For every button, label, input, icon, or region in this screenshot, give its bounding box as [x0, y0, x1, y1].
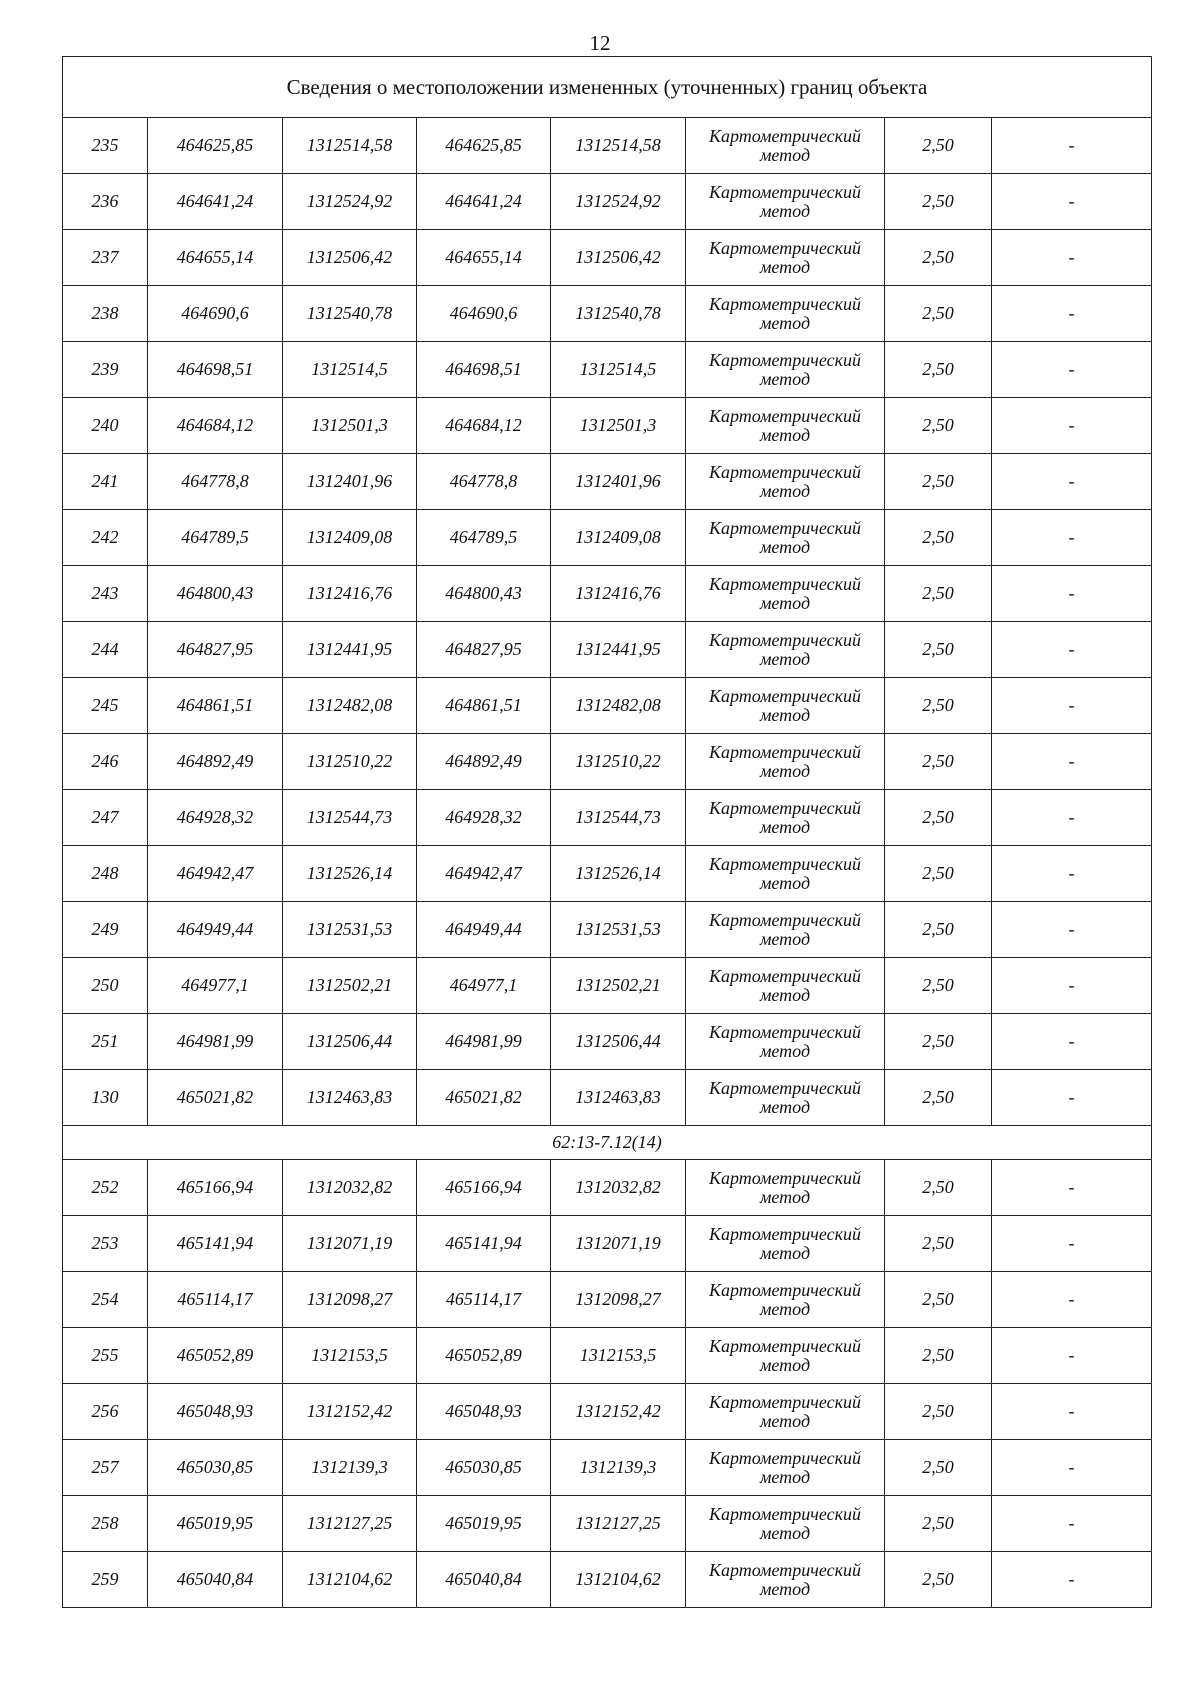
accuracy-cell: 2,50 [885, 1216, 992, 1272]
method-line-1: Картометрический [708, 573, 861, 594]
table-row [63, 174, 1152, 230]
method-line-1: Картометрический [708, 125, 861, 146]
method-cell [686, 566, 885, 622]
accuracy-cell: 2,50 [885, 678, 992, 734]
point-number-cell: 251 [63, 1014, 148, 1070]
x-refined-cell: 464942,47 [417, 846, 551, 902]
table-row [63, 790, 1152, 846]
x-refined-cell: 465141,94 [417, 1216, 551, 1272]
table-row [63, 566, 1152, 622]
x-refined-cell: 464827,95 [417, 622, 551, 678]
description-cell: - [992, 1070, 1152, 1126]
x-existing-cell: 464641,24 [148, 174, 283, 230]
method-line-1: Картометрический [708, 741, 861, 762]
description-cell: - [992, 1552, 1152, 1608]
x-refined-cell: 464690,6 [417, 286, 551, 342]
description-cell: - [992, 678, 1152, 734]
accuracy-cell: 2,50 [885, 958, 992, 1014]
description-cell: - [992, 342, 1152, 398]
y-refined-cell: 1312501,3 [551, 398, 686, 454]
method-line-2: метод [759, 1410, 811, 1431]
page-number: 12 [589, 31, 611, 55]
accuracy-cell: 2,50 [885, 1440, 992, 1496]
point-number-cell: 130 [63, 1070, 148, 1126]
table-row [63, 678, 1152, 734]
x-existing-cell: 464977,1 [148, 958, 283, 1014]
y-refined-cell: 1312071,19 [551, 1216, 686, 1272]
accuracy-cell: 2,50 [885, 902, 992, 958]
description-cell: - [992, 1384, 1152, 1440]
method-cell [686, 1328, 885, 1384]
method-line-1: Картометрический [708, 629, 861, 650]
x-existing-cell: 465030,85 [148, 1440, 283, 1496]
method-line-1: Картометрический [708, 1077, 861, 1098]
x-refined-cell: 464655,14 [417, 230, 551, 286]
table-row [63, 1160, 1152, 1216]
point-number-cell: 247 [63, 790, 148, 846]
description-cell: - [992, 1160, 1152, 1216]
method-line-2: метод [759, 424, 811, 445]
method-line-2: метод [759, 760, 811, 781]
point-number-cell: 246 [63, 734, 148, 790]
point-number-cell: 254 [63, 1272, 148, 1328]
method-cell [686, 342, 885, 398]
x-refined-cell: 465021,82 [417, 1070, 551, 1126]
accuracy-cell: 2,50 [885, 566, 992, 622]
x-refined-cell: 464641,24 [417, 174, 551, 230]
y-existing-cell: 1312104,62 [283, 1552, 417, 1608]
method-line-2: метод [759, 648, 811, 669]
point-number-cell: 236 [63, 174, 148, 230]
y-refined-cell: 1312441,95 [551, 622, 686, 678]
method-line-1: Картометрический [708, 1391, 861, 1412]
method-line-2: метод [759, 1186, 811, 1207]
accuracy-cell: 2,50 [885, 1272, 992, 1328]
y-existing-cell: 1312506,44 [283, 1014, 417, 1070]
method-cell [686, 902, 885, 958]
method-line-1: Картометрический [708, 1447, 861, 1468]
y-refined-cell: 1312510,22 [551, 734, 686, 790]
table-header-row [63, 57, 1152, 118]
y-existing-cell: 1312501,3 [283, 398, 417, 454]
method-line-1: Картометрический [708, 1279, 861, 1300]
method-line-2: метод [759, 312, 811, 333]
x-existing-cell: 465048,93 [148, 1384, 283, 1440]
method-line-2: метод [759, 144, 811, 165]
y-refined-cell: 1312409,08 [551, 510, 686, 566]
y-existing-cell: 1312152,42 [283, 1384, 417, 1440]
x-refined-cell: 465052,89 [417, 1328, 551, 1384]
x-refined-cell: 464949,44 [417, 902, 551, 958]
method-line-1: Картометрический [708, 1503, 861, 1524]
y-refined-cell: 1312531,53 [551, 902, 686, 958]
y-existing-cell: 1312524,92 [283, 174, 417, 230]
table-row [63, 958, 1152, 1014]
accuracy-cell: 2,50 [885, 342, 992, 398]
method-line-1: Картометрический [708, 797, 861, 818]
description-cell: - [992, 1328, 1152, 1384]
accuracy-cell: 2,50 [885, 398, 992, 454]
section-header-row [63, 1126, 1152, 1160]
y-existing-cell: 1312514,58 [283, 118, 417, 174]
x-refined-cell: 464928,32 [417, 790, 551, 846]
method-line-2: метод [759, 256, 811, 277]
method-line-1: Картометрический [708, 461, 861, 482]
y-refined-cell: 1312416,76 [551, 566, 686, 622]
y-existing-cell: 1312506,42 [283, 230, 417, 286]
y-refined-cell: 1312514,58 [551, 118, 686, 174]
x-existing-cell: 465040,84 [148, 1552, 283, 1608]
table-row [63, 230, 1152, 286]
x-existing-cell: 464949,44 [148, 902, 283, 958]
method-cell [686, 734, 885, 790]
accuracy-cell: 2,50 [885, 734, 992, 790]
method-line-2: метод [759, 592, 811, 613]
method-cell [686, 1440, 885, 1496]
x-refined-cell: 464800,43 [417, 566, 551, 622]
point-number-cell: 257 [63, 1440, 148, 1496]
x-existing-cell: 464698,51 [148, 342, 283, 398]
point-number-cell: 235 [63, 118, 148, 174]
table-row [63, 1272, 1152, 1328]
y-existing-cell: 1312544,73 [283, 790, 417, 846]
point-number-cell: 248 [63, 846, 148, 902]
y-existing-cell: 1312502,21 [283, 958, 417, 1014]
y-refined-cell: 1312104,62 [551, 1552, 686, 1608]
x-existing-cell: 464778,8 [148, 454, 283, 510]
description-cell: - [992, 1216, 1152, 1272]
x-existing-cell: 464655,14 [148, 230, 283, 286]
x-refined-cell: 464625,85 [417, 118, 551, 174]
point-number-cell: 259 [63, 1552, 148, 1608]
x-refined-cell: 465114,17 [417, 1272, 551, 1328]
y-existing-cell: 1312514,5 [283, 342, 417, 398]
coordinates-table [62, 56, 1152, 1608]
table-row [63, 1440, 1152, 1496]
method-cell [686, 1070, 885, 1126]
table-row [63, 1384, 1152, 1440]
point-number-cell: 241 [63, 454, 148, 510]
y-existing-cell: 1312441,95 [283, 622, 417, 678]
method-cell [686, 1160, 885, 1216]
y-existing-cell: 1312531,53 [283, 902, 417, 958]
method-line-1: Картометрический [708, 909, 861, 930]
method-cell [686, 1552, 885, 1608]
x-refined-cell: 465048,93 [417, 1384, 551, 1440]
y-existing-cell: 1312510,22 [283, 734, 417, 790]
x-refined-cell: 464789,5 [417, 510, 551, 566]
table-row [63, 1216, 1152, 1272]
method-cell [686, 790, 885, 846]
y-refined-cell: 1312544,73 [551, 790, 686, 846]
accuracy-cell: 2,50 [885, 1496, 992, 1552]
accuracy-cell: 2,50 [885, 230, 992, 286]
y-existing-cell: 1312526,14 [283, 846, 417, 902]
description-cell: - [992, 510, 1152, 566]
table-row [63, 734, 1152, 790]
method-cell [686, 1272, 885, 1328]
y-existing-cell: 1312071,19 [283, 1216, 417, 1272]
point-number-cell: 253 [63, 1216, 148, 1272]
method-line-2: метод [759, 928, 811, 949]
x-existing-cell: 464892,49 [148, 734, 283, 790]
point-number-cell: 238 [63, 286, 148, 342]
point-number-cell: 256 [63, 1384, 148, 1440]
table-row [63, 510, 1152, 566]
method-line-2: метод [759, 1298, 811, 1319]
table-row [63, 1070, 1152, 1126]
description-cell: - [992, 286, 1152, 342]
x-existing-cell: 464800,43 [148, 566, 283, 622]
x-existing-cell: 465141,94 [148, 1216, 283, 1272]
y-refined-cell: 1312098,27 [551, 1272, 686, 1328]
method-line-2: метод [759, 1578, 811, 1599]
table-row [63, 342, 1152, 398]
table-row [63, 1496, 1152, 1552]
y-refined-cell: 1312524,92 [551, 174, 686, 230]
x-existing-cell: 464942,47 [148, 846, 283, 902]
accuracy-cell: 2,50 [885, 622, 992, 678]
table-row [63, 902, 1152, 958]
y-existing-cell: 1312409,08 [283, 510, 417, 566]
method-line-2: метод [759, 368, 811, 389]
table-row [63, 398, 1152, 454]
description-cell: - [992, 118, 1152, 174]
x-existing-cell: 465166,94 [148, 1160, 283, 1216]
description-cell: - [992, 566, 1152, 622]
y-refined-cell: 1312032,82 [551, 1160, 686, 1216]
x-refined-cell: 464981,99 [417, 1014, 551, 1070]
method-cell [686, 1216, 885, 1272]
method-cell [686, 510, 885, 566]
method-line-2: метод [759, 1522, 811, 1543]
y-existing-cell: 1312463,83 [283, 1070, 417, 1126]
description-cell: - [992, 230, 1152, 286]
y-refined-cell: 1312506,42 [551, 230, 686, 286]
y-refined-cell: 1312127,25 [551, 1496, 686, 1552]
x-existing-cell: 464625,85 [148, 118, 283, 174]
y-existing-cell: 1312153,5 [283, 1328, 417, 1384]
x-existing-cell: 465019,95 [148, 1496, 283, 1552]
method-cell [686, 286, 885, 342]
x-refined-cell: 464698,51 [417, 342, 551, 398]
method-line-1: Картометрический [708, 685, 861, 706]
method-line-2: метод [759, 984, 811, 1005]
description-cell: - [992, 902, 1152, 958]
accuracy-cell: 2,50 [885, 1070, 992, 1126]
method-line-1: Картометрический [708, 1559, 861, 1580]
table-row [63, 454, 1152, 510]
x-refined-cell: 464861,51 [417, 678, 551, 734]
method-line-1: Картометрический [708, 237, 861, 258]
method-line-1: Картометрический [708, 1223, 861, 1244]
method-line-2: метод [759, 816, 811, 837]
y-refined-cell: 1312463,83 [551, 1070, 686, 1126]
table-row [63, 1014, 1152, 1070]
point-number-cell: 252 [63, 1160, 148, 1216]
method-line-1: Картометрический [708, 517, 861, 538]
method-cell [686, 398, 885, 454]
description-cell: - [992, 734, 1152, 790]
point-number-cell: 245 [63, 678, 148, 734]
description-cell: - [992, 958, 1152, 1014]
x-existing-cell: 465021,82 [148, 1070, 283, 1126]
point-number-cell: 242 [63, 510, 148, 566]
method-line-2: метод [759, 1466, 811, 1487]
y-refined-cell: 1312514,5 [551, 342, 686, 398]
point-number-cell: 244 [63, 622, 148, 678]
x-refined-cell: 465166,94 [417, 1160, 551, 1216]
method-line-1: Картометрический [708, 293, 861, 314]
description-cell: - [992, 454, 1152, 510]
accuracy-cell: 2,50 [885, 1328, 992, 1384]
description-cell: - [992, 1272, 1152, 1328]
x-refined-cell: 465040,84 [417, 1552, 551, 1608]
accuracy-cell: 2,50 [885, 286, 992, 342]
table-row [63, 846, 1152, 902]
x-refined-cell: 464892,49 [417, 734, 551, 790]
accuracy-cell: 2,50 [885, 1014, 992, 1070]
y-existing-cell: 1312401,96 [283, 454, 417, 510]
accuracy-cell: 2,50 [885, 510, 992, 566]
x-existing-cell: 464928,32 [148, 790, 283, 846]
point-number-cell: 243 [63, 566, 148, 622]
method-line-1: Картометрический [708, 1167, 861, 1188]
y-existing-cell: 1312540,78 [283, 286, 417, 342]
x-refined-cell: 465030,85 [417, 1440, 551, 1496]
point-number-cell: 239 [63, 342, 148, 398]
method-line-1: Картометрический [708, 965, 861, 986]
table-row [63, 1328, 1152, 1384]
method-cell [686, 454, 885, 510]
accuracy-cell: 2,50 [885, 118, 992, 174]
accuracy-cell: 2,50 [885, 790, 992, 846]
x-existing-cell: 464684,12 [148, 398, 283, 454]
method-line-2: метод [759, 536, 811, 557]
point-number-cell: 237 [63, 230, 148, 286]
table-row [63, 118, 1152, 174]
point-number-cell: 250 [63, 958, 148, 1014]
point-number-cell: 255 [63, 1328, 148, 1384]
method-line-1: Картометрический [708, 181, 861, 202]
x-existing-cell: 464789,5 [148, 510, 283, 566]
y-existing-cell: 1312139,3 [283, 1440, 417, 1496]
table-row [63, 286, 1152, 342]
y-refined-cell: 1312401,96 [551, 454, 686, 510]
method-line-2: метод [759, 1040, 811, 1061]
method-cell [686, 846, 885, 902]
x-existing-cell: 464861,51 [148, 678, 283, 734]
table-row [63, 622, 1152, 678]
method-cell [686, 622, 885, 678]
description-cell: - [992, 790, 1152, 846]
description-cell: - [992, 846, 1152, 902]
accuracy-cell: 2,50 [885, 1552, 992, 1608]
y-existing-cell: 1312032,82 [283, 1160, 417, 1216]
method-cell [686, 958, 885, 1014]
y-refined-cell: 1312502,21 [551, 958, 686, 1014]
accuracy-cell: 2,50 [885, 454, 992, 510]
x-existing-cell: 465052,89 [148, 1328, 283, 1384]
method-line-1: Картометрический [708, 853, 861, 874]
method-line-2: метод [759, 200, 811, 221]
description-cell: - [992, 174, 1152, 230]
x-refined-cell: 464977,1 [417, 958, 551, 1014]
accuracy-cell: 2,50 [885, 1384, 992, 1440]
method-cell [686, 1384, 885, 1440]
accuracy-cell: 2,50 [885, 174, 992, 230]
y-refined-cell: 1312153,5 [551, 1328, 686, 1384]
x-refined-cell: 464684,12 [417, 398, 551, 454]
x-refined-cell: 464778,8 [417, 454, 551, 510]
method-line-2: метод [759, 480, 811, 501]
method-line-2: метод [759, 1096, 811, 1117]
method-cell [686, 1496, 885, 1552]
y-refined-cell: 1312482,08 [551, 678, 686, 734]
y-existing-cell: 1312098,27 [283, 1272, 417, 1328]
method-line-1: Картометрический [708, 349, 861, 370]
method-cell [686, 118, 885, 174]
y-refined-cell: 1312540,78 [551, 286, 686, 342]
point-number-cell: 240 [63, 398, 148, 454]
table-header: Сведения о местоположении измененных (уточненных) границ объекта [63, 57, 1152, 118]
x-existing-cell: 465114,17 [148, 1272, 283, 1328]
y-refined-cell: 1312139,3 [551, 1440, 686, 1496]
point-number-cell: 249 [63, 902, 148, 958]
method-line-2: метод [759, 1242, 811, 1263]
point-number-cell: 258 [63, 1496, 148, 1552]
y-existing-cell: 1312416,76 [283, 566, 417, 622]
method-cell [686, 230, 885, 286]
method-line-1: Картометрический [708, 1335, 861, 1356]
y-refined-cell: 1312506,44 [551, 1014, 686, 1070]
y-existing-cell: 1312482,08 [283, 678, 417, 734]
accuracy-cell: 2,50 [885, 846, 992, 902]
method-line-2: метод [759, 872, 811, 893]
y-refined-cell: 1312526,14 [551, 846, 686, 902]
x-existing-cell: 464981,99 [148, 1014, 283, 1070]
method-line-2: метод [759, 704, 811, 725]
x-existing-cell: 464827,95 [148, 622, 283, 678]
y-existing-cell: 1312127,25 [283, 1496, 417, 1552]
y-refined-cell: 1312152,42 [551, 1384, 686, 1440]
method-line-2: метод [759, 1354, 811, 1375]
description-cell: - [992, 1496, 1152, 1552]
section-label: 62:13-7.12(14) [63, 1126, 1152, 1160]
method-cell [686, 678, 885, 734]
method-cell [686, 174, 885, 230]
method-line-1: Картометрический [708, 1021, 861, 1042]
description-cell: - [992, 622, 1152, 678]
description-cell: - [992, 1440, 1152, 1496]
accuracy-cell: 2,50 [885, 1160, 992, 1216]
x-refined-cell: 465019,95 [417, 1496, 551, 1552]
method-cell [686, 1014, 885, 1070]
description-cell: - [992, 1014, 1152, 1070]
table-row [63, 1552, 1152, 1608]
description-cell: - [992, 398, 1152, 454]
x-existing-cell: 464690,6 [148, 286, 283, 342]
method-line-1: Картометрический [708, 405, 861, 426]
